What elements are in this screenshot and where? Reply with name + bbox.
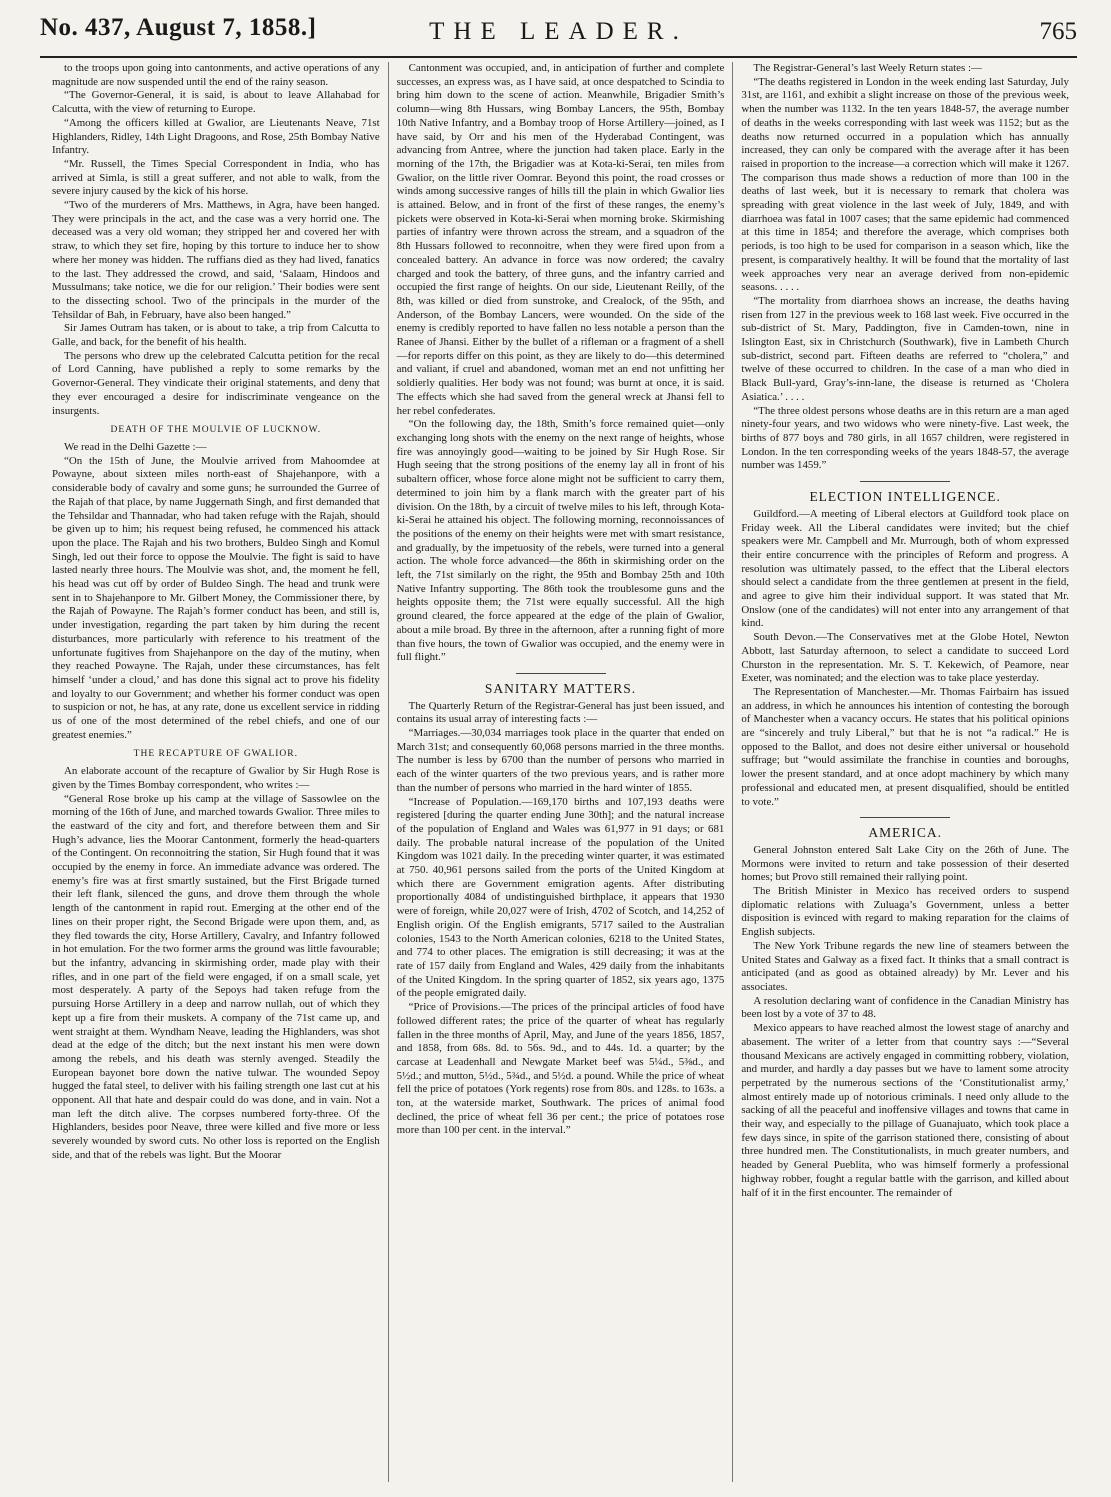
paragraph: “The mortality from diarrhoea shows an increase, the deaths having risen from 127 in the previous week to 168 last week. Five occurred in the sub-district of St. Mary, Paddington, five in Camden-town, nine in Islington East, six in Christchurch (Southwark), five in Lambeth Church sub-district, second part. Fifteen deaths are referred to “cholera,” and twelve of these occurred to children. In the case of a man who died in Black Bull-yard, Gray’s-inn-lane, the disease is returned as ‘Cholera Asiatica.’ . . . .	[741, 294, 1070, 403]
paragraph: The Representation of Manchester.—Mr. Thomas Fairbairn has issued an address, in which he announces his intention of contesting the borough of Manchester when a vacancy occurs. He states that his political opinions are “sincerely and truly Liberal,” but that he is not “a radical.” He is opposed to the Ballot, and does not desire either universal or household suffrage; but “would assimilate the franchise in counties and boroughs, lower the present standard, and at once adopt machinery by which many professional and educated men, at present disqualified, should be entitled to vote.”	[741, 685, 1070, 808]
paragraph: General Johnston entered Salt Lake City on the 26th of June. The Mormons were invited to return and take possession of their deserted homes; but Provo still remained their rallying point.	[741, 843, 1070, 884]
paragraph: Sir James Outram has taken, or is about to take, a trip from Calcutta to Galle, and back, for the benefit of his health.	[52, 322, 380, 349]
paragraph: “Two of the murderers of Mrs. Matthews, in Agra, have been hanged. They were principals in the act, and the case was a very horrid one. The deceased was a very old woman; they stripped her and covered her with straw, to which they set fire, hoping by this torture to induce her to show where her money was hidden. The ruffians died as they had lived, fanatics to the last. They addressed the crowd, and said, ‘Salaam, Hindoos and Mussulmans; take notice, we die for our religion.’ Their bodies were sent to the dissecting school. Two of the principals in the murder of the Tehsildar of Bah, in February, have also been hanged.”	[52, 199, 380, 321]
section-subheading: THE RECAPTURE OF GWALIOR.	[133, 749, 298, 760]
paragraph: Mexico appears to have reached almost the lowest stage of anarchy and abasement. The writer of a letter from that country says :—“Several thousand Mexicans are actively engaged in committing robbery, violation, and murder, and hardly a day passes but we have to lament some atrocity perpetrated by the numerous sections of the ‘Constitutionalist army,’ almost entirely made up of notorious criminals. I need only allude to the sacking of all the peaceful and inoffensive villages and towns that came in their way, and especially to the pillage of Guanajuato, which took place a few days since, in spite of the garrison stationed there, consisting of about three hundred men. The Constitutionalists, in much greater numbers, and headed by General Pueblita, who was himself formerly a professional highway robber, fought a regular battle with the garrison, and killed about half of it in the first encounter. The remainder of	[741, 1022, 1070, 1199]
section-heading: AMERICA.	[868, 825, 942, 841]
column-2	[388, 62, 733, 1482]
paragraph: Cantonment was occupied, and, in anticipation of further and complete successes, an express was, as I have said, at once despatched to Scindia to bring him down to the scene of action. Meanwhile, Brigadier Smith’s column—wing 8th Hussars, wing Bombay Lancers, the 95th, Bombay 10th Native Infantry, and a Bombay troop of Horse Artillery—joined, as I have said, by Orr and his men of the Hyderabad Contingent, was advancing from Antree, where the junction had taken place. Early in the morning of the 17th, the Brigadier was at Kota-ki-Serai, ten miles from Gwalior, on the little river Oomrar. Beyond this point, the road crosses or winds among successive ranges of hills till the plain in which Gwalior lies is attained. Below, and in front of the first of these ranges, the enemy’s pickets were observed in Kota-ki-Serai when morning broke. Skirmishing parties of infantry were thrown across the stream, and a squadron of the 8th Hussars followed to reconnoitre, when they were fired upon from a concealed battery. An advance in force was now ordered; the cavalry charged and took the battery, of three guns, and the infantry carried and occupied the first range of heights. On our side, Lieutenant Reilly, of the 8th, was killed or died from sunstroke, and Crealock, of the 95th, and Anderson, of the Bombay Lancers, were wounded. On the side of the enemy is credibly reported to have fallen no less notable a person than the Ranee of Jhansi. Either by the bullet of a rifleman or a fragment of a shell—for reports differ on this point, as they are likely to do—this determined and valiant, if cruel and abandoned, woman met an end not unfitting her soldierly qualities. Her body was not found; was burnt at once, it is said. The effects which she had saved from the general wreck at Jhansi fell to her rebel confederates.	[396, 62, 725, 417]
paragraph: “Marriages.—30,034 marriages took place in the quarter that ended on March 31st; and consequently 60,068 persons married in the three months. The number is less by 6700 than the number of persons who married in each of the winter quarters of the two previous years, and is rather more than the number of persons who married in the hard winter of 1855.	[396, 727, 725, 794]
paragraph: “Price of Provisions.—The prices of the principal articles of food have followed different rates; the price of the quarter of wheat has regularly fallen in the three months of April, May, and June of the years 1856, 1857, and 1858, from 68s. 8d. to 56s. 9d., and to 44s. 1d. a quarter; by the carcase at Leadenhall and Newgate Market beef was 5¼d., 5⅜d., and 5½d.; and mutton, 5½d., 5¾d., and 5½d. a pound. While the price of wheat fell the price of potatoes (York regents) rose from 80s. and 128s. to 163s. a ton, at the waterside market, Southwark. The prices of animal food declined, the price of wheat fell 36 per cent.; the price of potatoes rose more than 100 per cent. in the interval.”	[396, 1001, 725, 1137]
paragraph: “The three oldest persons whose deaths are in this return are a man aged ninety-four years, and two widows who were ninety-five. Last week, the births of 877 boys and 780 girls, in all 1657 children, were registered in London. In the ten corresponding weeks of the years 1848-57, the average number was 1459.”	[741, 404, 1070, 472]
paragraph: An elaborate account of the recapture of Gwalior by Sir Hugh Rose is given by the Times Bombay correspondent, who writes :—	[52, 765, 380, 791]
paragraph: The New York Tribune regards the new line of steamers between the United States and Galway as a fixed fact. It thinks that a small contract is anticipated (and as good as obtained already) by Mr. Lever and his associates.	[741, 939, 1070, 993]
paper-title: THE LEADER.	[429, 18, 688, 45]
paragraph: “Mr. Russell, the Times Special Correspondent in India, who has arrived at Simla, is still a great sufferer, and not able to walk, from the severe injury caused by the kick of his horse.	[52, 157, 380, 198]
paragraph: “General Rose broke up his camp at the village of Sassowlee on the morning of the 16th of June, and marched towards Gwalior. Three miles to the eastward of the city and fort, and therefore between them and Sir Hugh’s advance, lies the Moorar Cantonment, formerly the head-quarters of the Contingent. On reconnoitring the station, Sir Hugh found that it was occupied by the enemy in force. An immediate advance was ordered. The enemy’s fire was at first smartly sustained, but the First Brigade turned their left flank, silenced the guns, and drove them through the whole length of the cantonment in rapid rout. Emerging at the other end of the lines on their proper right, the Second Brigade were upon them, and, as they fled towards the city, Horse Artillery, Cavalry, and Infantry followed in hot emulation. For the two former arms the ground was little favourable; but the infantry, advancing in skirmishing order, made play with their rifles, and in one part of the field were engaged, if on a small scale, yet most desperately. A party of the Sepoys had taken refuge from the pursuing Horse Artillery in a deep and narrow nullah, out of which they kept up a fire from their muskets. A company of the 71st came up, and went straight at them. Wyndham Neave, leading the Highlanders, was shot dead at the edge of the ditch; but the next instant his men were down among the rebels, and his death was sternly avenged. Steadily the European bayonet bore down the native tulwar. The wounded Sepoy hugged the fatal steel, to deliver with his failing strength one last cut at his opponent. All that hate and despair could do was done, and in vain. Not a man left the ditch alive. The corpses numbered forty-three. Of the Highlanders, besides poor Neave, three were killed and five more or less severely wounded by sword cuts. No other loss is reported on the English side, and that of the rebels was light. But the Moorar	[52, 792, 380, 1161]
paragraph: “On the following day, the 18th, Smith’s force remained quiet—only exchanging long shots with the enemy on the next range of heights, whose fire was annoyingly good—waiting to be joined by Sir Hugh Rose. Sir Hugh seeing that the strong positions of the enemy lay all in front of his subaltern officer, whose force alone might not be sufficient to carry them, determined to join him by a flank march with the greater part of his division. On the 18th, by a circuit of twelve miles to his left, through Kota-ki-Serai he attained his object. The following morning, reconnoissances of the positions of the enemy on their heights were met with smart resistance, and gradually, by the impetuosity of the rebels, were turned into a general action. The whole force advanced—the 86th in skirmishing order on the left, the 71st similarly on the right, the 95th and Bombay 25th and 10th Native Infantry supporting. The 86th took the troublesome guns and the heights opposite them; the 71st were equally successful. All the high ground cleared, the force appeared at the edge of the plain of Gwalior, about a mile broad. By three in the afternoon, after a running fight of more than five hours, the town of Gwalior was occupied, and the enemy were in full flight.”	[396, 418, 725, 664]
section-divider	[860, 481, 950, 482]
section-heading: SANITARY MATTERS.	[484, 680, 637, 696]
columns	[44, 62, 1077, 1482]
paragraph: The Quarterly Return of the Registrar-General has just been issued, and contains its usual array of interesting facts :—	[396, 699, 725, 726]
section-heading: ELECTION INTELLIGENCE.	[809, 489, 1001, 505]
paragraph: “Among the officers killed at Gwalior, are Lieutenants Neave, 71st Highlanders, Ridley, 14th Light Dragoons, and Rose, 25th Bombay Native Infantry.	[52, 116, 380, 157]
paragraph: “The deaths registered in London in the week ending last Saturday, July 31st, are 1161, and exhibit a slight increase on those of the previous week, when the number was 1132. In the ten years 1848-57, the average number of deaths in the weeks corresponding with last week was 1152; but as the deaths now returned occurred in a population which has annually increased, they can only be compared with the average after it has been raised in proportion to the increase—a correction which will make it 1267. The comparison thus made shows a reduction of more than 100 in the deaths of last week, but it is necessary to remark that cholera was spreading with great violence in the last week of July, 1849, and with diarrhoea was fatal in 1007 cases; that the same epidemic had commenced at this time in 1854; and therefore the average, which comprises both periods, is too high to be used for comparison in a season which, like the present, is comparatively healthy. It will be found that the mortality of last week approaches very near an average derived from non-epidemic seasons. . . . .	[741, 75, 1070, 294]
paragraph: The persons who drew up the celebrated Calcutta petition for the recal of Lord Canning, have published a reply to some remarks by the Governor-General. They vindicate their original statements, and deny that they ever encouraged a desire for indiscriminate vengeance on the insurgents.	[52, 349, 380, 417]
column-3	[732, 62, 1077, 1482]
paragraph: South Devon.—The Conservatives met at the Globe Hotel, Newton Abbott, last Saturday afternoon, to select a candidate to succeed Lord Churston in the representation. Mr. S. T. Kekewich, of Peamore, near Exeter, was nominated; and the election was to take place yesterday.	[741, 631, 1070, 685]
paragraph: “The Governor-General, it is said, is about to leave Allahabad for Calcutta, with the view of returning to Europe.	[52, 89, 380, 116]
paragraph: “On the 15th of June, the Moulvie arrived from Mahoomdee at Powayne, about sixteen miles north-east of Shajehanpore, with a considerable body of cavalry and some guns; he surrounded the Gurree of the Rajah of that place, by name Juggernath Singh, and first demanded that the Tehsildar and Thannadar, who had taken refuge with the Rajah, should be given up to him; his request being refused, he commenced his attack upon the place. The Rajah and his two brothers, Buldeo Singh and Komul Singh, led out their force to oppose the Moulvie. The fight is said to have lasted nearly three hours. The Moulvie was shot, and, the moment he fell, his head was cut off by order of Buldeo Singh. The head and trunk were sent in to Shajehanpore to Mr. Gilbert Money, the Commissioner there, by the Rajah of Powayne. The Rajah’s former conduct has been, and still is, under investigation, regarding the part taken by him during the recent disturbances, more particularly with reference to his treatment of the unfortunate fugitives from Shajehanpore on the day of the mutiny, when they reached Powayne. The Rajah, under these circumstances, has felt himself ‘under a cloud,’ and has done this signal act to prove his fidelity and loyalty to our Government; and whether his former conduct was open to suspicion or not, he has, at any rate, done us excellent service in ridding us of one of the most determined of the rebel chiefs, and one of our greatest enemies.”	[52, 454, 380, 741]
paragraph: to the troops upon going into cantonments, and active operations of any magnitude are now suspended until the end of the rainy season.	[52, 62, 380, 88]
paragraph: A resolution declaring want of confidence in the Canadian Ministry has been lost by a vote of 37 to 48.	[741, 994, 1070, 1021]
section-divider	[516, 673, 606, 674]
column-1	[44, 62, 388, 1482]
section-subheading: DEATH OF THE MOULVIE OF LUCKNOW.	[110, 425, 322, 436]
paragraph: Guildford.—A meeting of Liberal electors at Guildford took place on Friday week. All the Liberal candidates were invited; but the chief speakers were Mr. Campbell and Mr. Murrough, both of whom expressed their entire concurrence with the principles of Reform and progress. A resolution was ultimately passed, to the effect that the Liberal electors should select a candidate from the three gentlemen at present in the field, and agree to give him their individual support. It was stated that Mr. Onslow (one of the candidates) will not enter into any arrangement of that kind.	[741, 507, 1070, 630]
paragraph: The British Minister in Mexico has received orders to suspend diplomatic relations with Zuluaga’s Government, unless a better disposition is evinced with regard to making reparation for the claims of English subjects.	[741, 885, 1070, 939]
issue-date: No. 437, August 7, 1858.]	[40, 14, 317, 41]
paragraph: We read in the Delhi Gazette :—	[64, 440, 207, 453]
section-divider	[860, 817, 950, 818]
paragraph: “Increase of Population.—169,170 births and 107,193 deaths were registered [during the quarter ending June 30th]; and the natural increase of the population of England and Wales was 61,977 in 91 days; or 681 daily. The probable natural increase of the population of the United Kingdom was 1021 daily. In the preceding winter quarter, it was estimated at 750. 40,961 persons sailed from the ports of the United Kingdom at which there are Government emigration agents. After distributing proportionally 4084 of undistinguished birthplace, it appears that 1930 were of foreign, while 20,027 were of Irish, 4702 of Scotch, and 14,252 of English origin. Of the English emigrants, 5717 sailed to the Australian colonies, 1543 to the North American colonies, 6218 to the United States, and 774 to other places. The emigration is still decreasing; it was at the rate of 157 daily from England and Wales, 429 daily from the inhabitants of the United Kingdom. In the spring quarter of 1852, six years ago, 1375 of the people emigrated daily.	[396, 795, 725, 1000]
page-number: 765	[1039, 18, 1077, 45]
masthead	[40, 8, 1077, 58]
paragraph: The Registrar-General’s last Weely Return states :—	[753, 62, 982, 74]
